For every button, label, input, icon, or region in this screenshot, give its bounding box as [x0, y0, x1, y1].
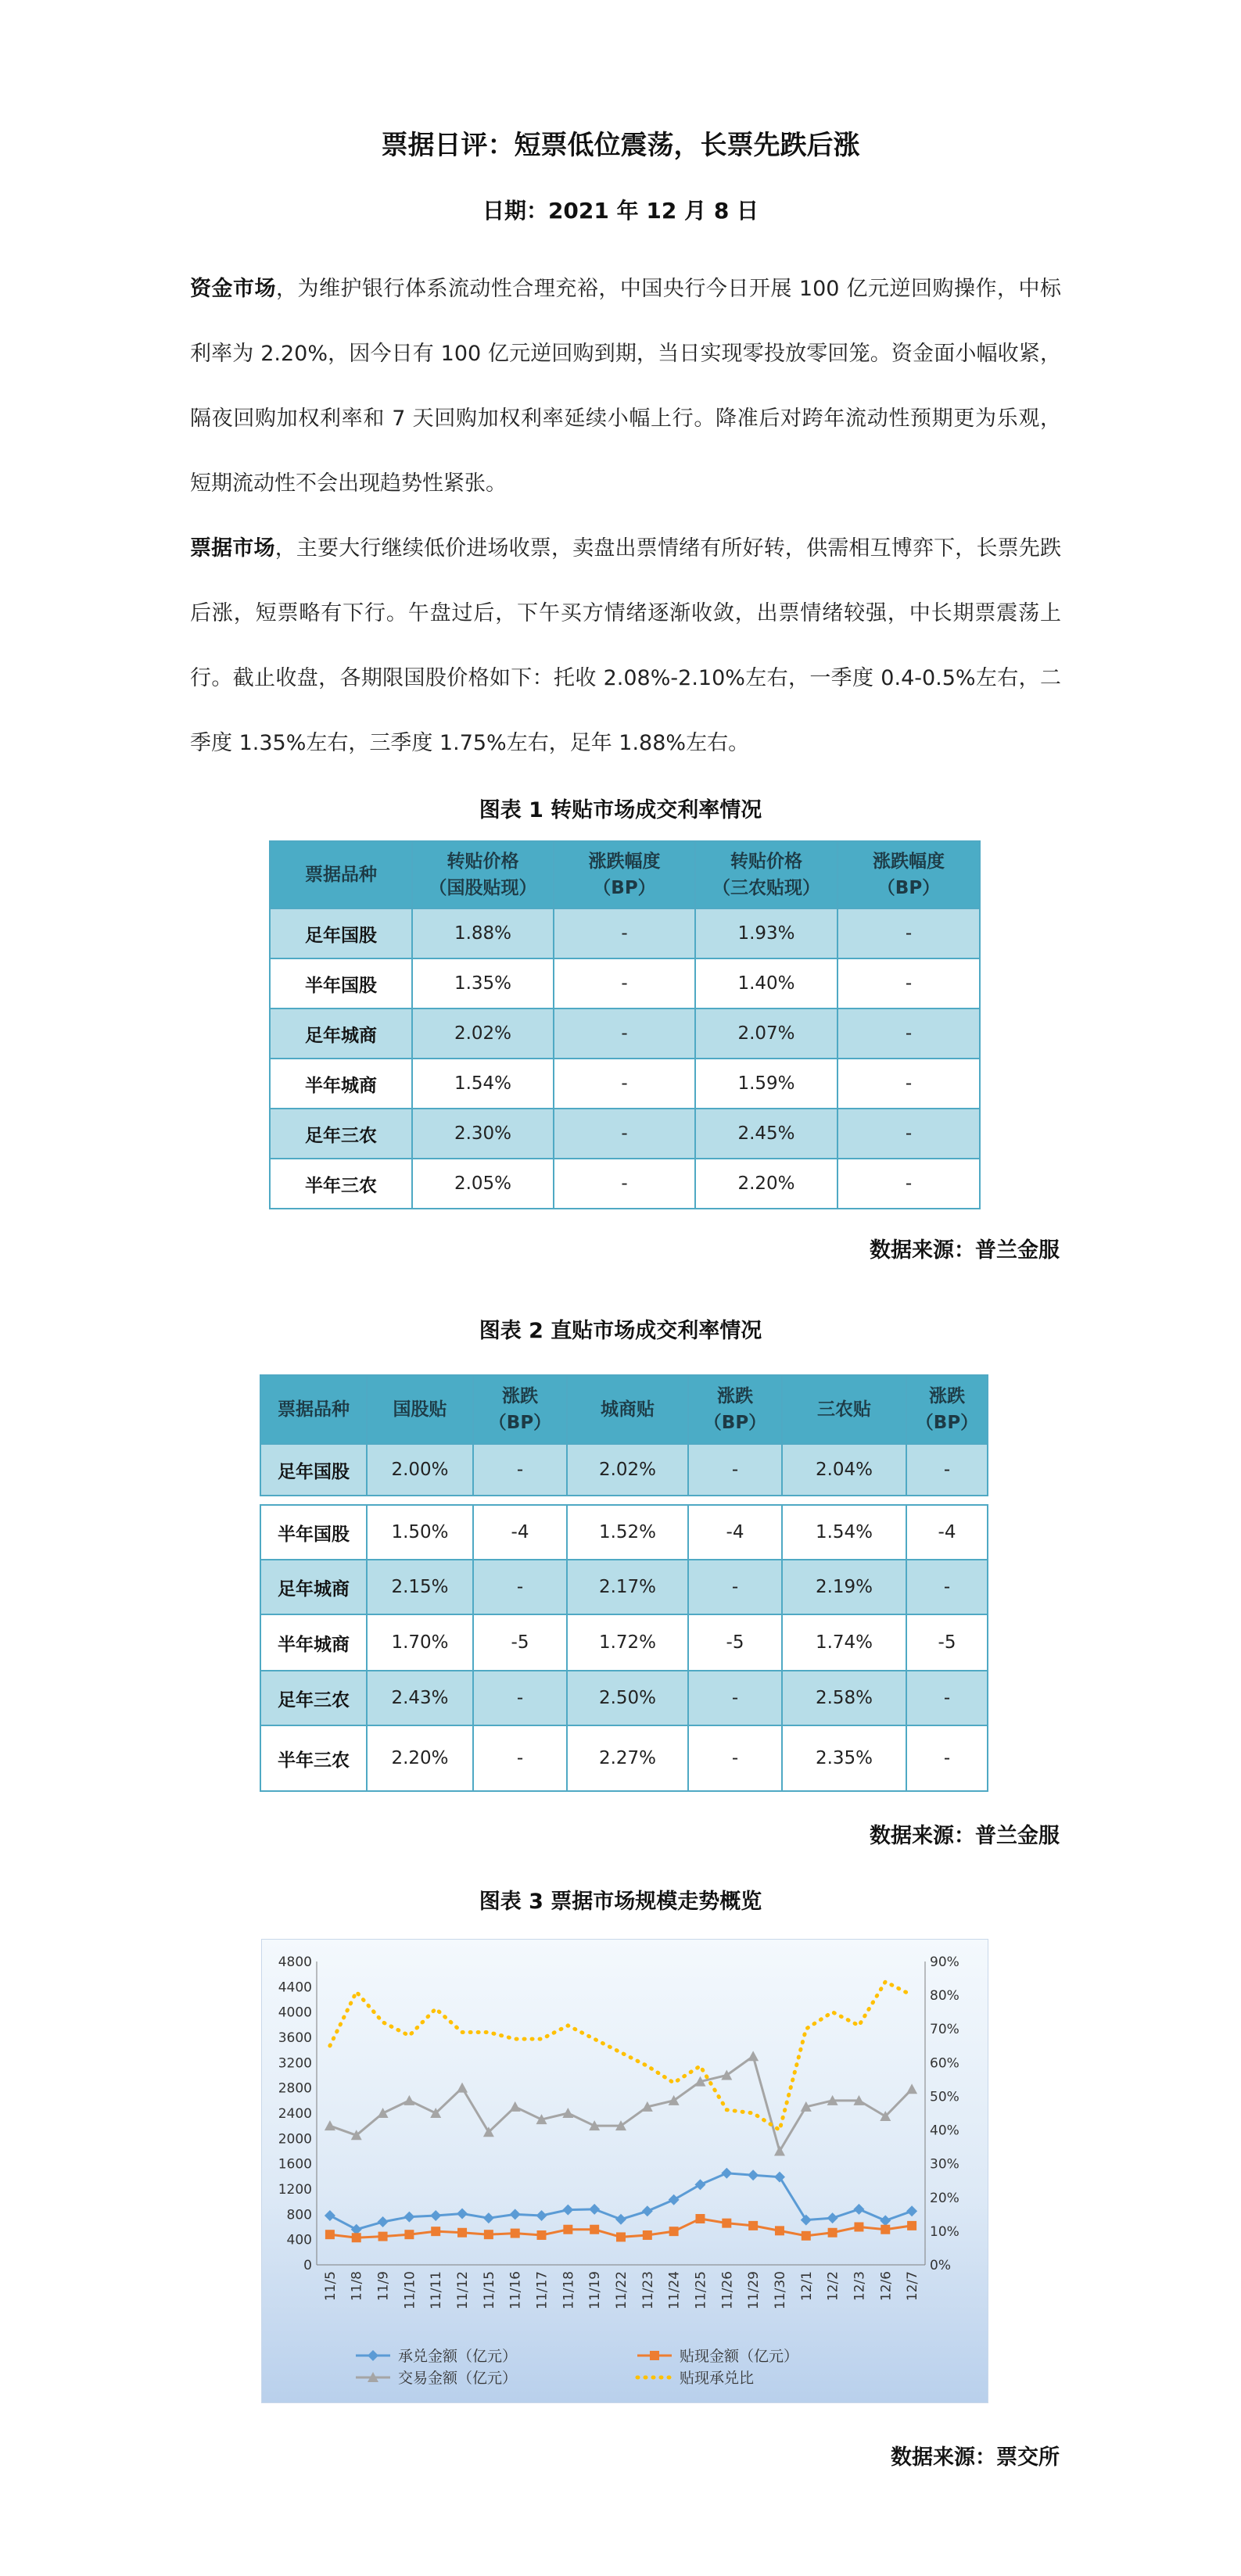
x-tick-label: 12/3 [852, 2271, 868, 2302]
data-point [431, 2227, 440, 2236]
y-tick-label: 3600 [278, 2030, 312, 2046]
x-tick-label: 11/19 [587, 2271, 604, 2309]
table-row [260, 1614, 988, 1671]
table-cell: 1.35% [412, 958, 554, 1009]
data-point [484, 2230, 493, 2239]
data-point [562, 2108, 573, 2118]
rediscount-rate-table [269, 840, 981, 1209]
table-cell: - [906, 1444, 988, 1496]
data-point [828, 2228, 837, 2237]
x-tick-label: 11/10 [402, 2271, 418, 2309]
data-point [378, 2216, 389, 2227]
data-point [430, 2210, 441, 2221]
data-point [352, 2233, 361, 2242]
table-cell: 2.02% [567, 1444, 688, 1496]
table-cell: - [688, 1671, 782, 1725]
y2-tick-label: 50% [930, 2089, 959, 2105]
direct-discount-rate-table [260, 1374, 988, 1792]
column-header: 国股贴 [367, 1375, 473, 1444]
data-point [378, 2108, 389, 2118]
table-row [270, 1109, 980, 1159]
bill-market-chart [261, 1939, 988, 2403]
table-cell: 1.93% [695, 908, 837, 958]
x-tick-label: 11/15 [481, 2271, 497, 2309]
paragraph-body: ，为维护银行体系流动性合理充裕，中国央行今日开展 100 亿元逆回购操作，中标利率为 2.20%，因今日有 100 亿元逆回购到期，当日实现零投放零回笼。资金面小幅收紧，隔夜回购加权利率和 7 天回购加权利率延续小幅上行。降准后对跨年流动性预期更为乐观，短期流动性不会出现趋势性紧张。 [190, 277, 1062, 496]
table-row [270, 1009, 980, 1059]
data-point [404, 2095, 414, 2105]
table-row [270, 908, 980, 958]
paragraph-lead: 资金市场 [190, 277, 276, 301]
column-header: 城商贴 [567, 1375, 688, 1444]
data-point [650, 2351, 659, 2360]
table-cell: 2.27% [567, 1725, 688, 1791]
data-point [562, 2205, 573, 2216]
y-tick-label: 1600 [278, 2156, 312, 2173]
x-tick-label: 11/23 [640, 2271, 656, 2309]
table-header-row [270, 841, 980, 908]
column-header: 涨跌 （BP） [906, 1375, 988, 1444]
data-point [537, 2230, 547, 2240]
row-label: 半年城商 [270, 1059, 412, 1109]
data-point [325, 2210, 335, 2221]
table-cell: - [837, 1109, 980, 1159]
y-tick-label: 4400 [278, 1979, 312, 1996]
column-header: 涨跌幅度 （BP） [837, 841, 980, 908]
table-row [270, 958, 980, 1009]
data-point [669, 2194, 680, 2205]
y-tick-label: 1200 [278, 2182, 312, 2198]
x-tick-label: 11/16 [508, 2271, 524, 2309]
paragraph-body: ，主要大行继续低价进场收票，卖盘出票情绪有所好转，供需相互博弈下，长票先跌后涨，短票略有下行。午盘过后，下午买方情绪逐渐收敛，出票情绪较强，中长期票震荡上行。截止收盘，各期限国股价格如下：托收 2.08%-2.10%左右，一季度 0.4-0.5%左右，二季度 1.35%左右，三季度 1.75%左右，足年 1.88%左右。 [190, 536, 1062, 755]
data-point [880, 2215, 891, 2226]
y-tick-label: 2800 [278, 2080, 312, 2097]
data-point [511, 2229, 520, 2238]
row-label: 半年国股 [260, 1505, 367, 1560]
row-label: 足年国股 [260, 1444, 367, 1496]
table-cell: 2.50% [567, 1671, 688, 1725]
table-cell: 1.54% [782, 1505, 906, 1560]
data-point [827, 2212, 838, 2223]
data-point [378, 2232, 388, 2241]
data-point [483, 2212, 494, 2223]
data-point [404, 2230, 414, 2239]
row-label: 半年城商 [260, 1614, 367, 1671]
table-cell: 2.45% [695, 1109, 837, 1159]
table-row [260, 1671, 988, 1725]
row-label: 足年城商 [270, 1009, 412, 1059]
y2-tick-label: 20% [930, 2190, 959, 2206]
table-cell: - [554, 1009, 695, 1059]
column-header: 涨跌 （BP） [688, 1375, 782, 1444]
row-label: 足年三农 [260, 1671, 367, 1725]
data-point [325, 2230, 335, 2239]
x-tick-label: 11/5 [322, 2271, 339, 2302]
chart-title: 图表 3 票据市场规模走势概览 [479, 1890, 762, 1914]
bill-market-chart-svg [262, 1940, 988, 2402]
series-line [330, 2056, 912, 2151]
data-point [510, 2101, 521, 2112]
table1-title: 图表 1 转贴市场成交利率情况 [479, 798, 762, 822]
table-cell: 1.54% [412, 1059, 554, 1109]
y-tick-label: 800 [286, 2207, 312, 2223]
data-point [642, 2205, 653, 2216]
table-cell: 2.43% [367, 1671, 473, 1725]
table-cell: 2.02% [412, 1009, 554, 1059]
table-cell: -5 [688, 1614, 782, 1671]
x-tick-label: 11/9 [375, 2271, 392, 2302]
table-cell: - [688, 1725, 782, 1791]
x-tick-label: 11/18 [561, 2271, 577, 2309]
table-cell: - [554, 958, 695, 1009]
data-point [722, 2219, 731, 2228]
x-tick-label: 11/25 [693, 2271, 709, 2309]
row-label: 足年三农 [270, 1109, 412, 1159]
data-point [748, 2051, 759, 2061]
column-header: 票据品种 [270, 841, 412, 908]
table-cell: 2.19% [782, 1560, 906, 1614]
table-cell: - [837, 1159, 980, 1209]
legend-label: 贴现金额（亿元） [680, 2348, 799, 2365]
x-tick-label: 12/6 [878, 2271, 895, 2302]
y2-tick-label: 0% [930, 2258, 951, 2273]
table-cell: - [473, 1725, 567, 1791]
column-header: 票据品种 [260, 1375, 367, 1444]
data-point [589, 2204, 600, 2215]
series-line [330, 1982, 912, 2130]
data-point [853, 2204, 864, 2215]
paragraph-bill-market [190, 516, 1061, 776]
table-cell: 2.07% [695, 1009, 837, 1059]
table-cell: -4 [906, 1505, 988, 1560]
x-tick-label: 11/12 [455, 2271, 472, 2309]
x-tick-label: 11/11 [429, 2271, 445, 2309]
data-point [590, 2225, 599, 2234]
y-tick-label: 0 [303, 2258, 312, 2273]
y2-tick-label: 40% [930, 2123, 959, 2139]
data-point [695, 2214, 705, 2223]
data-point [721, 2168, 732, 2179]
data-point [457, 2228, 467, 2237]
table-cell: - [473, 1444, 567, 1496]
y-tick-label: 4000 [278, 2005, 312, 2021]
table-cell: 2.20% [695, 1159, 837, 1209]
table-row [260, 1505, 988, 1560]
table-gap-row [260, 1496, 988, 1505]
data-point [616, 2232, 626, 2241]
table-cell: 1.72% [567, 1614, 688, 1671]
paragraph-lead: 票据市场 [190, 536, 275, 561]
data-point [368, 2350, 378, 2361]
legend-label: 交易金额（亿元） [398, 2370, 518, 2387]
table-cell: 1.88% [412, 908, 554, 958]
y-tick-label: 3200 [278, 2055, 312, 2072]
row-label: 半年三农 [260, 1725, 367, 1791]
y-tick-label: 400 [286, 2232, 312, 2248]
data-point [457, 2083, 468, 2093]
table-gap [260, 1496, 988, 1505]
x-tick-label: 12/2 [825, 2271, 841, 2302]
column-header: 转贴价格 （三农贴现） [695, 841, 837, 908]
data-point [854, 2223, 863, 2232]
table-cell: -5 [473, 1614, 567, 1671]
table-cell: - [906, 1560, 988, 1614]
x-tick-label: 11/30 [772, 2271, 788, 2309]
table-cell: 2.04% [782, 1444, 906, 1496]
table-cell: 2.30% [412, 1109, 554, 1159]
chart-source: 数据来源：票交所 [891, 2445, 1060, 2470]
table-cell: 2.58% [782, 1671, 906, 1725]
y-tick-label: 2000 [278, 2131, 312, 2148]
data-point [801, 2215, 812, 2226]
y2-tick-label: 80% [930, 1988, 959, 2005]
table-cell: - [554, 1159, 695, 1209]
data-point [615, 2214, 626, 2225]
table-cell: 2.17% [567, 1560, 688, 1614]
table-cell: - [906, 1671, 988, 1725]
x-tick-label: 11/17 [534, 2271, 551, 2309]
data-point [906, 2083, 917, 2094]
data-point [774, 2146, 785, 2156]
column-header: 涨跌幅度 （BP） [554, 841, 695, 908]
table-cell: - [688, 1560, 782, 1614]
row-label: 足年城商 [260, 1560, 367, 1614]
data-point [536, 2210, 547, 2221]
data-point [748, 2221, 758, 2230]
table-cell: - [688, 1444, 782, 1496]
data-point [694, 2179, 705, 2190]
table-row [270, 1059, 980, 1109]
table-cell: 2.35% [782, 1725, 906, 1791]
table-cell: 1.50% [367, 1505, 473, 1560]
table-cell: - [554, 908, 695, 958]
column-header: 涨跌 （BP） [473, 1375, 567, 1444]
table-cell: 2.15% [367, 1560, 473, 1614]
data-point [563, 2225, 572, 2234]
data-point [404, 2212, 414, 2223]
table-cell: 1.40% [695, 958, 837, 1009]
row-label: 足年国股 [270, 908, 412, 958]
data-point [643, 2230, 652, 2240]
table-header-row [260, 1375, 988, 1444]
table-row [260, 1725, 988, 1791]
table-cell: -5 [906, 1614, 988, 1671]
column-header: 三农贴 [782, 1375, 906, 1444]
row-label: 半年三农 [270, 1159, 412, 1209]
table-cell: - [837, 1059, 980, 1109]
x-tick-label: 12/1 [798, 2271, 815, 2302]
table-cell: -4 [688, 1505, 782, 1560]
y2-tick-label: 60% [930, 2055, 959, 2072]
table-cell: - [906, 1725, 988, 1791]
table-cell: 1.52% [567, 1505, 688, 1560]
data-point [802, 2231, 811, 2241]
table-cell: - [837, 908, 980, 958]
table1-source: 数据来源：普兰金服 [870, 1238, 1060, 1263]
table2-title: 图表 2 直贴市场成交利率情况 [479, 1319, 762, 1343]
table-cell: 2.20% [367, 1725, 473, 1791]
table-cell: - [837, 1009, 980, 1059]
y2-tick-label: 70% [930, 2022, 959, 2038]
row-label: 半年国股 [270, 958, 412, 1009]
table-row [270, 1159, 980, 1209]
data-point [775, 2226, 784, 2235]
table-cell: -4 [473, 1505, 567, 1560]
data-point [907, 2221, 916, 2230]
data-point [669, 2227, 679, 2236]
data-point [774, 2172, 785, 2183]
table-cell: 2.00% [367, 1444, 473, 1496]
data-point [748, 2169, 759, 2180]
page-title: 票据日评：短票低位震荡，长票先跌后涨 [381, 130, 860, 161]
y2-tick-label: 90% [930, 1954, 959, 1970]
table-row [260, 1444, 988, 1496]
x-tick-label: 11/29 [746, 2271, 762, 2309]
data-point [906, 2205, 917, 2216]
x-tick-label: 12/7 [905, 2271, 921, 2302]
table-cell: - [473, 1671, 567, 1725]
report-date: 日期：2021 年 12 月 8 日 [482, 198, 759, 224]
paragraph-money-market [190, 256, 1061, 516]
legend-label: 承兑金额（亿元） [398, 2348, 518, 2365]
x-tick-label: 11/8 [349, 2271, 365, 2302]
x-tick-label: 11/22 [614, 2271, 629, 2309]
table-cell: - [473, 1560, 567, 1614]
y-tick-label: 4800 [278, 1954, 312, 1970]
y2-tick-label: 30% [930, 2156, 959, 2173]
table-cell: 1.74% [782, 1614, 906, 1671]
table-cell: 1.70% [367, 1614, 473, 1671]
x-tick-label: 11/26 [719, 2271, 736, 2309]
y-tick-label: 2400 [278, 2106, 312, 2122]
table-cell: 2.05% [412, 1159, 554, 1209]
data-point [510, 2209, 521, 2220]
y2-tick-label: 10% [930, 2223, 959, 2240]
table-cell: - [554, 1109, 695, 1159]
data-point [881, 2225, 890, 2234]
data-point [457, 2209, 468, 2220]
table-row [260, 1560, 988, 1614]
table-cell: 1.59% [695, 1059, 837, 1109]
data-point [325, 2120, 335, 2130]
table-cell: - [554, 1059, 695, 1109]
column-header: 转贴价格 （国股贴现） [412, 841, 554, 908]
legend-label: 贴现承兑比 [680, 2370, 755, 2387]
table-cell: - [837, 958, 980, 1009]
x-tick-label: 11/24 [666, 2271, 683, 2309]
table2-source: 数据来源：普兰金服 [870, 1824, 1060, 1848]
